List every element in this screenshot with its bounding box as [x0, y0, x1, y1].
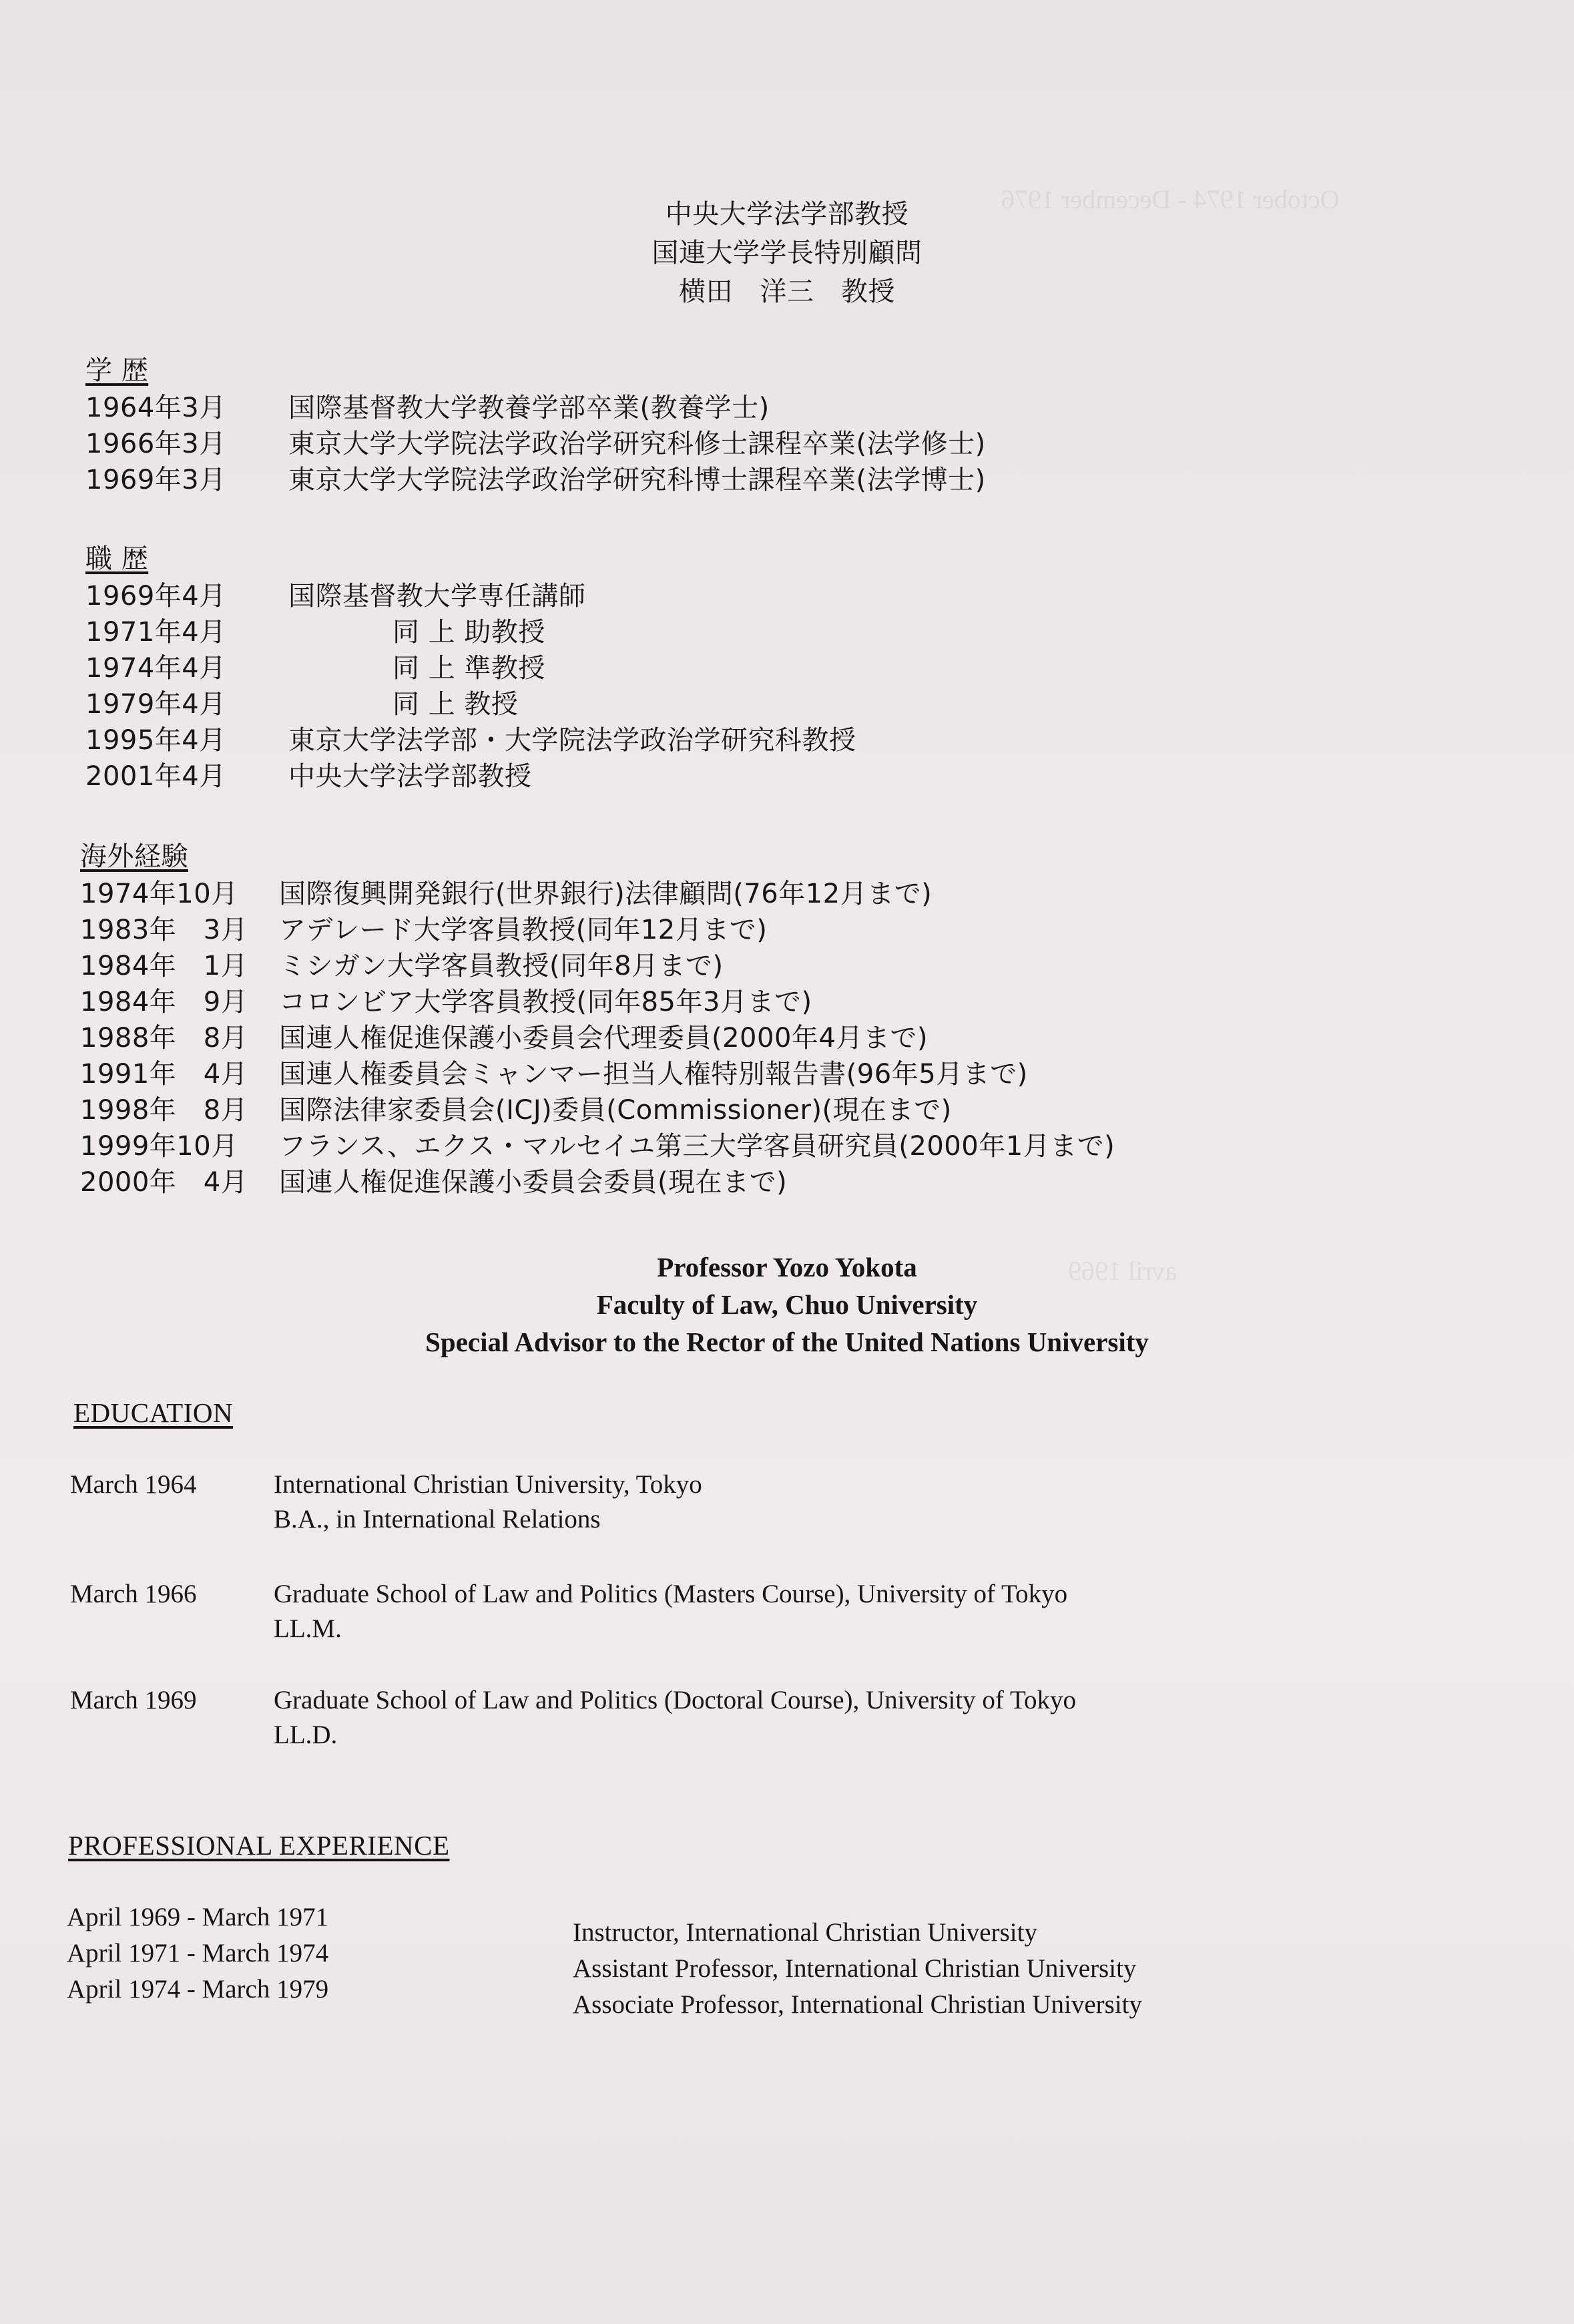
experience-date: April 1969 - March 1971	[67, 1903, 329, 1931]
row-text: 東京大学大学院法学政治学研究科博士課程卒業(法学博士)	[288, 465, 986, 495]
row-date: 1983年 3月	[80, 915, 248, 945]
shokureki-heading: 職 歴	[85, 543, 149, 574]
row-date: 1988年 8月	[80, 1023, 248, 1054]
education-line: LL.D.	[274, 1720, 338, 1749]
bleed-through-text: avril 1969	[1068, 1256, 1177, 1286]
jp-title-name: 横田 洋三 教授	[679, 276, 895, 307]
jp-title-block	[0, 195, 1574, 311]
experience-roles	[573, 1915, 1142, 2023]
row-text: 国際基督教大学専任講師	[288, 581, 586, 612]
experience-date: April 1971 - March 1974	[67, 1939, 329, 1967]
experience-dates	[67, 1899, 328, 2008]
row-text: フランス、エクス・マルセイユ第三大学客員研究員(2000年1月まで)	[279, 1131, 1115, 1162]
education-line: LL.M.	[274, 1614, 342, 1643]
education-line: B.A., in International Relations	[274, 1505, 601, 1534]
row-text: 中央大学法学部教授	[288, 761, 532, 792]
row-date: 1964年3月	[85, 393, 226, 423]
row-date: 1969年3月	[85, 465, 226, 495]
bleed-through-text: October 1974 - December 1976	[1001, 184, 1340, 214]
row-text: 同 上 準教授	[392, 653, 545, 684]
experience-role: Instructor, International Christian University	[573, 1918, 1037, 1947]
education-line: International Christian University, Tokyo	[274, 1470, 702, 1499]
row-date: 1995年4月	[85, 725, 226, 756]
row-date: 1984年 9月	[80, 987, 248, 1017]
row-date: 1969年4月	[85, 581, 226, 612]
row-text: 国連人権委員会ミャンマー担当人権特別報告書(96年5月まで)	[279, 1059, 1028, 1090]
row-date: 1974年4月	[85, 653, 226, 684]
en-title-faculty: Faculty of Law, Chuo University	[596, 1289, 978, 1320]
education-date: March 1969	[70, 1686, 197, 1714]
row-date: 1991年 4月	[80, 1059, 248, 1090]
education-body	[274, 1577, 1067, 1646]
kaigai-heading: 海外経験	[80, 841, 188, 872]
row-text: アデレード大学客員教授(同年12月まで)	[279, 915, 768, 945]
row-text: 国際基督教大学教養学部卒業(教養学士)	[288, 393, 770, 423]
row-text: コロンビア大学客員教授(同年85年3月まで)	[279, 987, 812, 1017]
en-title-name: Professor Yozo Yokota	[657, 1252, 917, 1283]
row-date: 1999年10月	[80, 1131, 238, 1162]
experience-role: Associate Professor, International Christian University	[573, 1990, 1143, 2019]
jp-title-position: 中央大学法学部教授	[665, 199, 909, 230]
row-text: 国際法律家委員会(ICJ)委員(Commissioner)(現在まで)	[279, 1095, 952, 1126]
education-heading: EDUCATION	[73, 1397, 234, 1428]
row-text: 同 上 助教授	[392, 617, 545, 648]
education-line: Graduate School of Law and Politics (Masters Course), University of Tokyo	[274, 1580, 1068, 1608]
row-text: 国際復興開発銀行(世界銀行)法律顧問(76年12月まで)	[279, 879, 933, 909]
education-body	[274, 1683, 1076, 1753]
row-date: 1984年 1月	[80, 951, 248, 981]
education-date: March 1966	[70, 1580, 197, 1608]
education-date: March 1964	[70, 1470, 197, 1499]
row-text: 国連人権促進保護小委員会委員(現在まで)	[279, 1167, 788, 1198]
row-date: 1966年3月	[85, 429, 226, 459]
row-date: 2000年 4月	[80, 1167, 248, 1198]
experience-role: Assistant Professor, International Christian University	[573, 1954, 1137, 1983]
row-date: 1998年 8月	[80, 1095, 248, 1126]
experience-date: April 1974 - March 1979	[67, 1975, 329, 2004]
row-text: 国連人権促進保護小委員会代理委員(2000年4月まで)	[279, 1023, 928, 1054]
row-date: 2001年4月	[85, 761, 226, 792]
row-date: 1974年10月	[80, 879, 238, 909]
en-title-advisor: Special Advisor to the Rector of the United Nations University	[425, 1327, 1149, 1357]
row-text: 東京大学大学院法学政治学研究科修士課程卒業(法学修士)	[288, 429, 986, 459]
jp-title-advisor: 国連大学学長特別顧問	[651, 238, 923, 268]
gakureki-heading: 学 歴	[85, 355, 149, 386]
education-body	[274, 1467, 702, 1537]
row-date: 1971年4月	[85, 617, 226, 648]
row-text: ミシガン大学客員教授(同年8月まで)	[279, 951, 724, 981]
education-line: Graduate School of Law and Politics (Doctoral Course), University of Tokyo	[274, 1686, 1077, 1714]
row-text: 東京大学法学部・大学院法学政治学研究科教授	[288, 725, 856, 756]
en-title-block	[0, 1248, 1574, 1361]
experience-heading: PROFESSIONAL EXPERIENCE	[68, 1830, 450, 1861]
row-date: 1979年4月	[85, 689, 226, 720]
row-text: 同 上 教授	[392, 689, 519, 720]
